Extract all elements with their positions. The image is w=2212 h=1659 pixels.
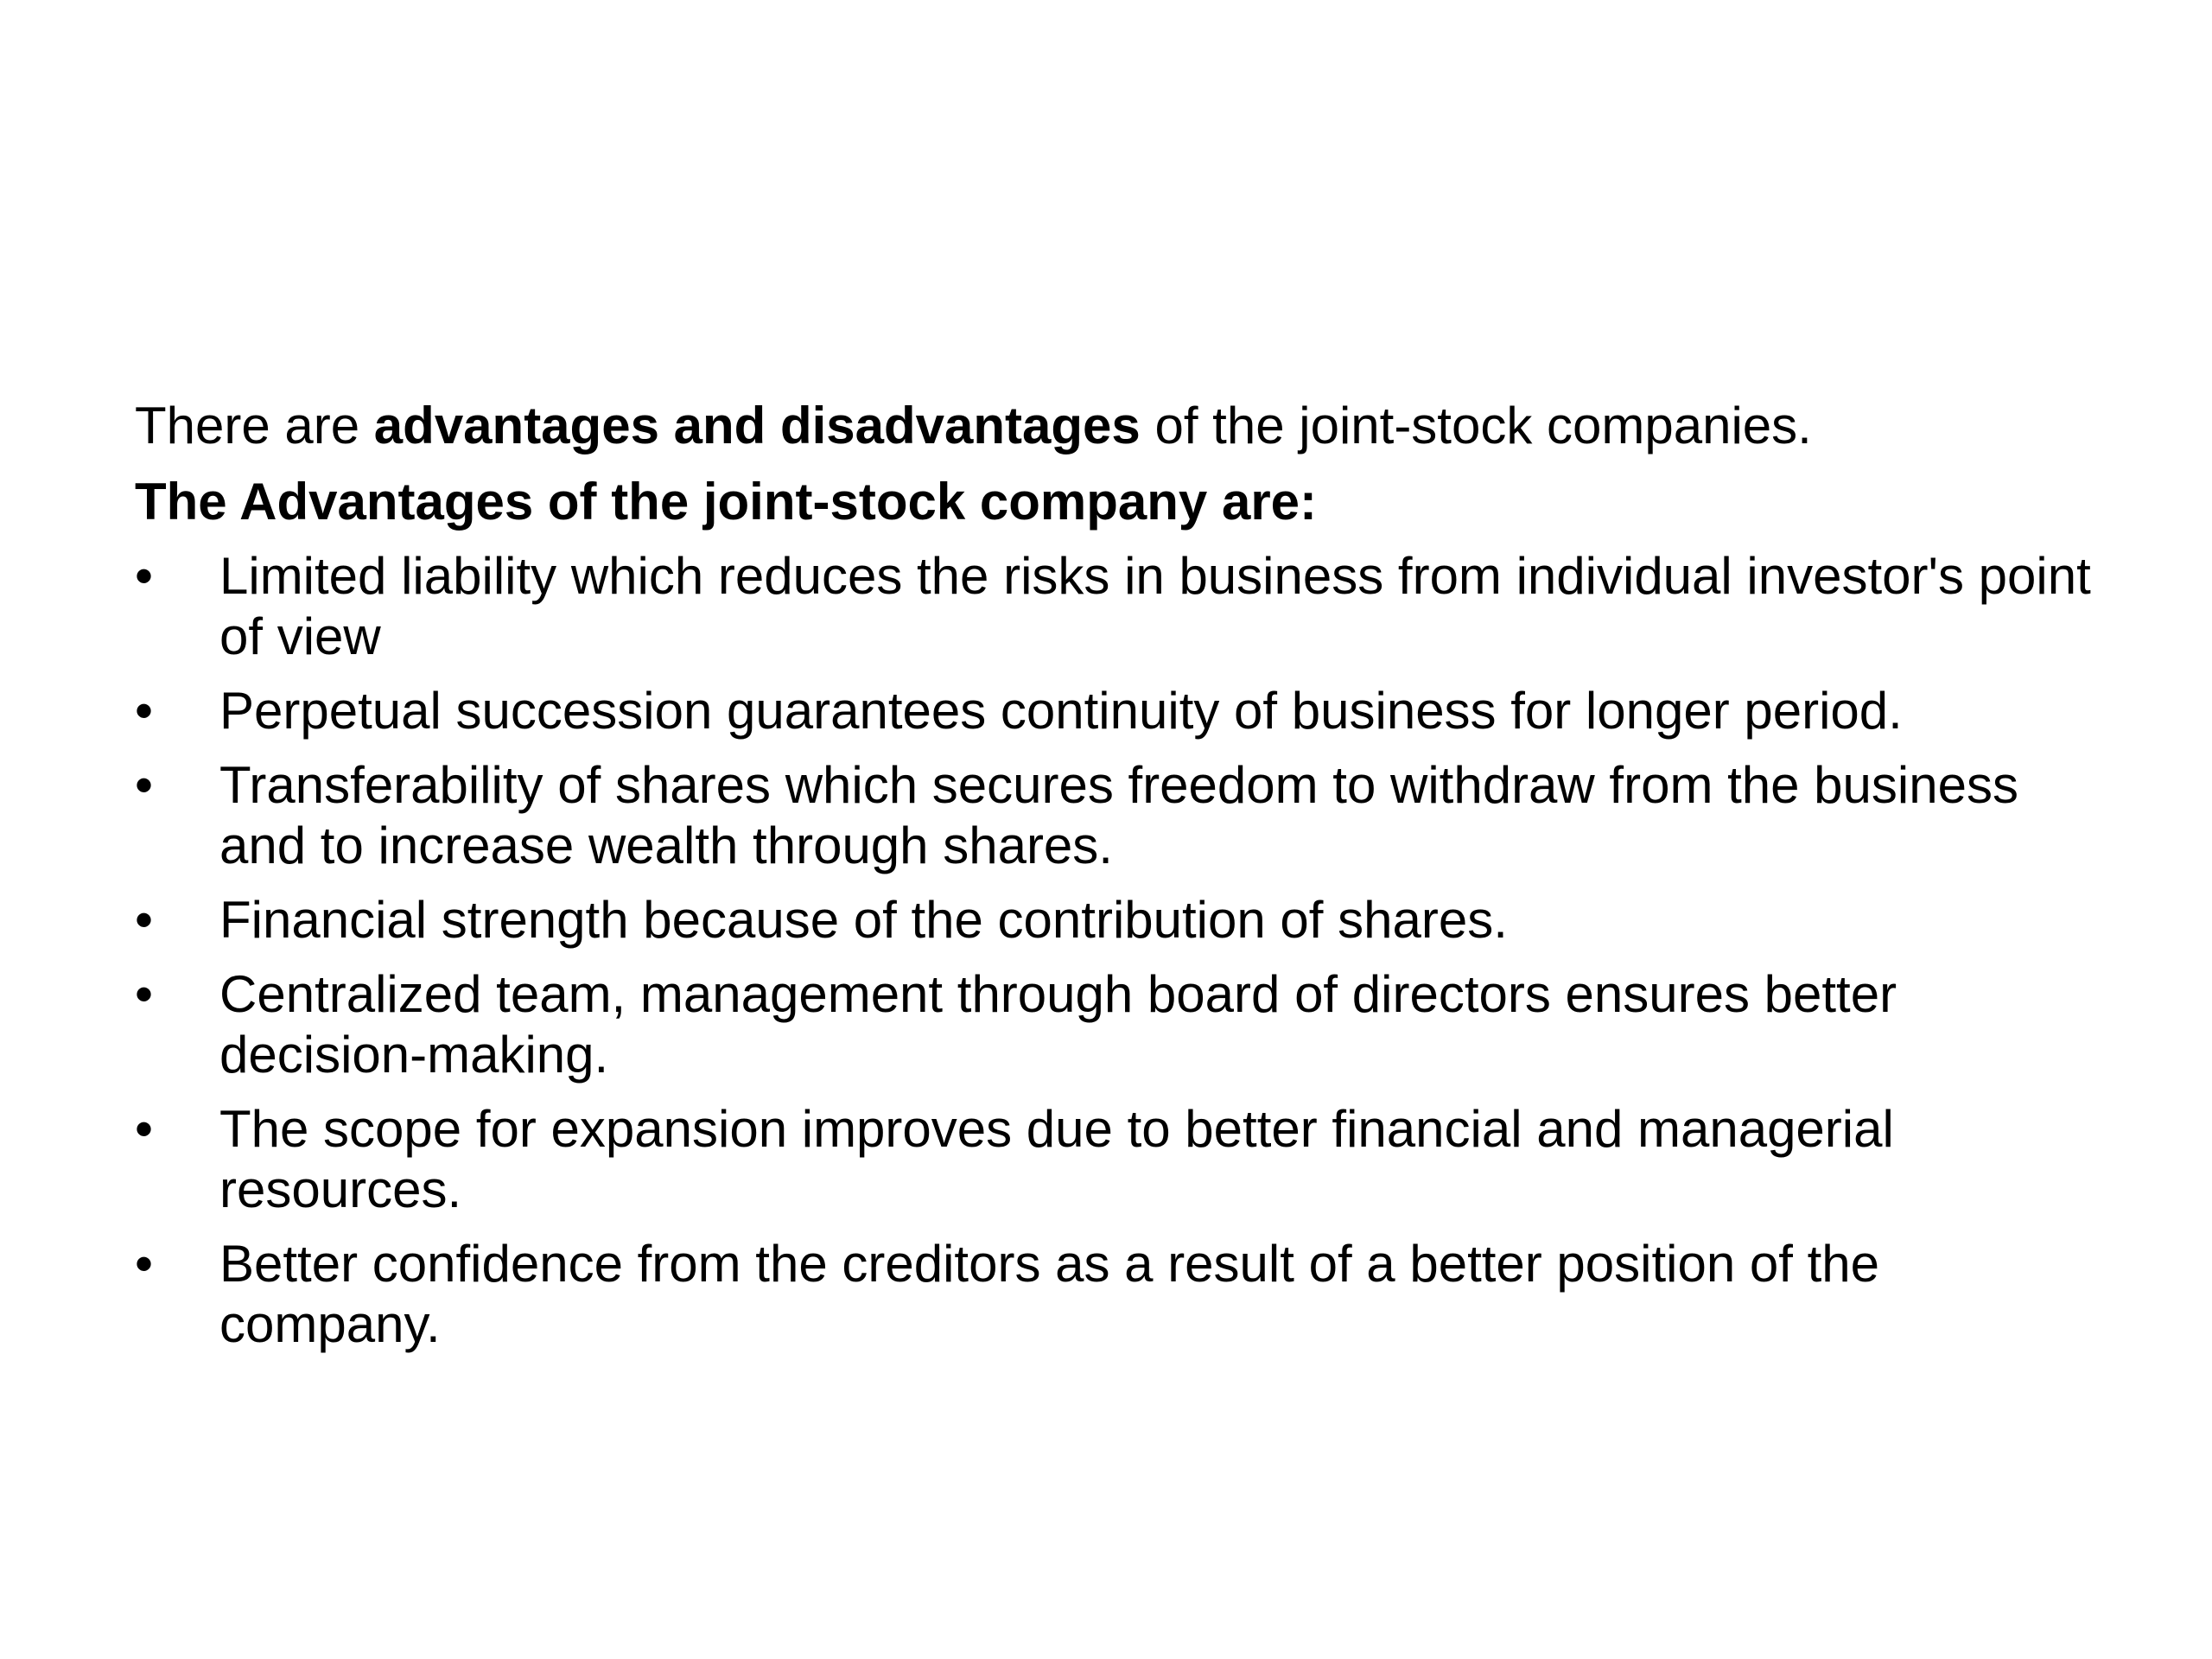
- list-item-text: Limited liability which reduces the risks in business from individual investor's point of view: [219, 547, 2091, 665]
- intro-text-after: of the joint-stock companies.: [1140, 397, 1812, 454]
- list-item-text: Better confidence from the creditors as a result of a better position of the company.: [219, 1235, 1880, 1353]
- slide-body: [135, 396, 2113, 1369]
- bullet-icon: •: [135, 965, 154, 1023]
- list-item-text: Transferability of shares which secures freedom to withdraw from the business and to increase wealth through shares.: [219, 756, 2018, 874]
- bullet-icon: •: [135, 1235, 154, 1293]
- list-item-text: The scope for expansion improves due to better financial and managerial resources.: [219, 1100, 1894, 1218]
- advantages-list: [135, 546, 2113, 1355]
- intro-text-before: There are: [135, 397, 374, 454]
- advantages-heading: The Advantages of the joint-stock company are:: [135, 473, 1318, 531]
- bullet-icon: •: [135, 756, 154, 814]
- list-item-text: Financial strength because of the contribution of shares.: [219, 891, 1508, 949]
- bullet-icon: •: [135, 1100, 154, 1158]
- intro-paragraph: [135, 396, 2113, 456]
- bullet-icon: •: [135, 547, 154, 605]
- list-item: [135, 681, 2113, 741]
- list-item: [135, 964, 2113, 1085]
- list-item-text: Centralized team, management through board of directors ensures better decision-making.: [219, 965, 1897, 1084]
- bullet-icon: •: [135, 891, 154, 949]
- list-item: [135, 755, 2113, 876]
- list-item: [135, 546, 2113, 667]
- bullet-icon: •: [135, 682, 154, 740]
- list-item: [135, 890, 2113, 950]
- intro-bold-phrase: advantages and disadvantages: [373, 397, 1141, 454]
- list-item: [135, 1099, 2113, 1220]
- list-item: [135, 1234, 2113, 1355]
- list-item-text: Perpetual succession guarantees continuity of business for longer period.: [219, 682, 1903, 740]
